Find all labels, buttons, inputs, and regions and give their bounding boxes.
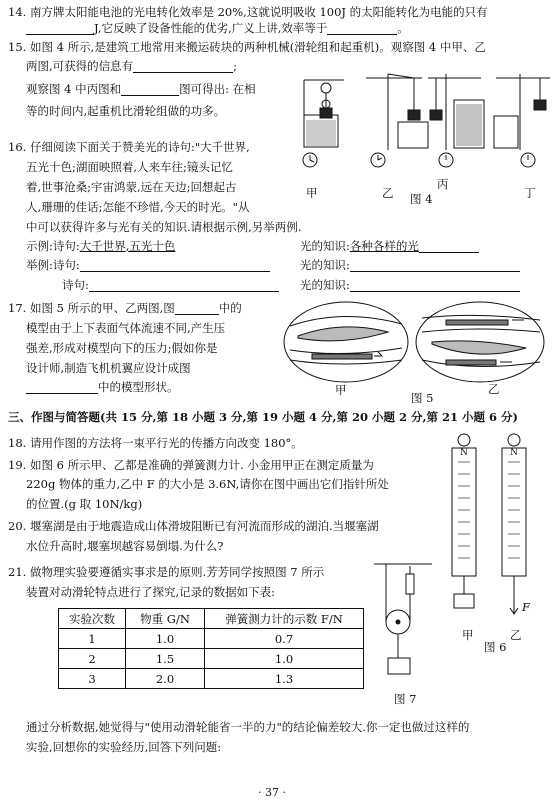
q14-line1: 14. 南方牌太阳能电池的光电转化效率是 20%,这就说明吸收 100J 的太阳能转化为电能的只有 [8,5,488,19]
fig4-caption: 图 4 [410,192,433,206]
q15-line2-text: 两图,可获得的信息有 [26,59,134,73]
q19-line1: 19. 如图 6 所示甲、乙都是准确的弹簧测力计. 小金用甲正在测定质量为 [8,458,374,472]
q16-row2 [62,278,279,292]
q17-line5 [26,380,179,394]
fig5-label-jia: 甲 [335,383,347,397]
q17-l1b: 中的 [218,301,242,315]
q14-blank2[interactable] [327,23,397,35]
table-cell: 1.3 [205,669,364,689]
table-cell: 2.0 [126,669,205,689]
q16-row2-knowledge [300,278,520,292]
fig6-unit-yi: N [510,448,518,458]
q16-line5: 中可以获得许多与光有关的知识.请根据示例,另举两例. [26,220,302,234]
q16-example [26,239,175,253]
table-cell: 3 [59,669,126,689]
fig6-label-yi: 乙 [510,628,522,642]
q21-line1: 21. 做物理实验要遵循实事求是的原则.芳芳同学按照图 7 所示 [8,565,325,579]
figure-7 [372,560,442,690]
q21-data-table [58,608,364,689]
page-number: · 37 · [258,786,286,799]
fig4-label-ding: 丁 [524,186,536,200]
q16-line4: 人,珊珊的佳话;怎能不珍惜,今天的时光。"从 [26,200,250,214]
figure-6 [440,432,540,618]
q16-example-knowledge [300,239,479,253]
table-header: 物重 G/N [126,609,205,629]
fig4-label-jia: 甲 [306,186,318,200]
table-cell: 1.0 [126,629,205,649]
q17-l1a: 17. 如图 5 所示的甲、乙两图,图 [8,301,175,315]
table-header-row [59,609,364,629]
q16-r2-label: 诗句: [62,278,89,292]
q17-blank1[interactable] [175,303,219,315]
q17-line4 [26,361,191,375]
q15-line3 [26,82,256,96]
q16-line1: 16. 仔细阅读下面关于赞美光的诗句:"大千世界, [8,140,250,154]
q17-l5: 中的模型形状。 [98,380,179,394]
q20-line1: 20. 堰塞湖是由于地震造成山体滑坡阻断已有河流而形成的湖泊.当堰塞湖 [8,519,379,533]
q15-line4: 等的时间内,起重机比滑轮组做的功多。 [26,104,226,118]
table-header: 弹簧测力计的示数 F/N [205,609,364,629]
fig5-caption: 图 5 [411,391,434,405]
table-cell: 1 [59,629,126,649]
q21-line2: 装置对动滑轮特点进行了探究,记录的数据如下表: [26,585,276,599]
table-row [59,649,364,669]
q17-blank2[interactable] [26,382,98,394]
table-cell: 1.0 [205,649,364,669]
figure-4 [296,60,552,172]
fig5-label-yi: 乙 [488,382,500,396]
q15-line2: 两图,可获得的信息有 ; [26,59,238,73]
table-row [59,669,364,689]
q17-line2: 模型由于上下表面气体流速不同,产生压 [26,321,226,335]
q16-example-label: 示例:诗句: [26,239,80,253]
fig6-label-jia: 甲 [462,628,474,642]
q14-line2: J,它反映了设备性能的优劣,广义上讲,效率等于 。 [26,21,409,35]
q21-after-line2: 实验,回想你的实验经历,回答下列问题: [26,740,222,754]
fig6-caption: 图 6 [484,640,507,654]
q21-after-line1: 通过分析数据,她觉得与"使用动滑轮能省一半的力"的结论偏差较大.你一定也做过这样的 [26,720,470,734]
q16-ex-tail [419,241,479,253]
table-header: 实验次数 [59,609,126,629]
q16-line3: 着,世事沧桑;宇宙鸿蒙,远在天边;回想起古 [26,180,237,194]
table-cell: 2 [59,649,126,669]
fig4-label-yi: 乙 [382,186,394,200]
q18-line1: 18. 请用作图的方法将一束平行光的传播方向改变 180°。 [8,436,303,450]
q16-line2: 五光十色;湖面映照着,人来车往;镜头记忆 [26,160,233,174]
q16-example-poem: 大千世界,五光十色 [79,239,176,253]
q15-line1: 15. 如图 4 所示,是建筑工地常用来搬运砖块的两种机械(滑轮组和起重机)。观察图 4 中甲、乙 [8,40,486,54]
q15-line3a: 观察图 4 中丙图和 [26,82,122,96]
q16-row1-knowledge [300,258,520,272]
q19-line3: 的位置.(g 取 10N/kg) [26,497,143,511]
q19-line2: 220g 物体的重力,乙中 F 的大小是 3.6N,请你在图中画出它们指针所处 [26,477,389,491]
q17-line3: 强差,形成对模型向下的压力;假如你是 [26,341,218,355]
q16-row1 [26,258,270,272]
q16-ex-know: 各种各样的光 [349,239,419,253]
q16-r2-know-blank[interactable] [350,280,520,292]
q16-r1-know-blank[interactable] [350,260,520,272]
q17-line1 [8,301,242,315]
fig6-unit-jia: N [460,448,468,458]
q20-line2: 水位升高时,堰塞坝越容易倒塌.为什么? [26,539,224,553]
fig4-label-bing: 丙 [437,177,449,191]
table-cell: 0.7 [205,629,364,649]
q15-blank2[interactable] [121,84,179,96]
table-row [59,629,364,649]
q14-text: J,它反映了设备性能的优劣,广义上讲,效率等于 [94,21,328,35]
q17-l4: 设计师,制造飞机机翼应设计成图 [26,361,191,375]
fig6-force-label: F [522,600,530,614]
q16-r2-poem-blank[interactable] [89,280,279,292]
q16-r1-poem-blank[interactable] [80,260,270,272]
figure-5 [282,298,550,396]
q14-blank1[interactable] [26,23,94,35]
q16-r2-know-label: 光的知识: [300,278,350,292]
q15-blank1[interactable] [133,61,233,73]
q16-r1-know-label: 光的知识: [300,258,350,272]
table-cell: 1.5 [126,649,205,669]
fig7-caption: 图 7 [394,692,417,706]
q16-ex-know-label: 光的知识: [300,239,350,253]
q15-line3b: 图可得出: 在相 [179,82,256,96]
section-3-title: 三、作图与简答题(共 15 分,第 18 小题 3 分,第 19 小题 4 分,第 20 小题 2 分,第 21 小题 6 分) [8,410,518,424]
q16-r1-label: 举例:诗句: [26,258,80,272]
